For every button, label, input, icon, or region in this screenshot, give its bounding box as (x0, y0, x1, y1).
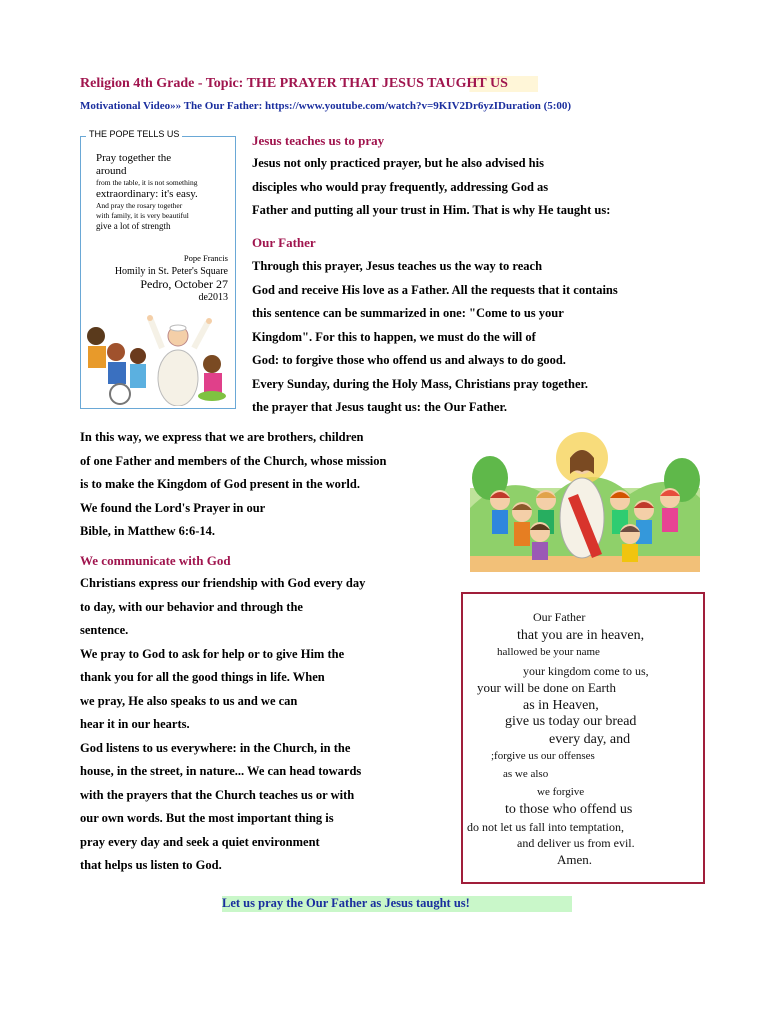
our-father-prayer-box (461, 592, 705, 884)
video-link[interactable]: Motivational Video»» The Our Father: https://www.youtube.com/watch?v=9KIV2Dr6yzIDuration (5:00) (80, 100, 572, 112)
text-line: disciples who would pray frequently, addressing God as (252, 179, 549, 194)
quote-line: extraordinary: it's easy. (96, 188, 198, 200)
pope-quote (96, 152, 222, 231)
text-line: our own words. But the most important thing is (80, 811, 334, 825)
jesus-children-illustration (470, 428, 700, 572)
prayer-line: your will be done on Earth (477, 680, 616, 695)
text-line: is to make the Kingdom of God present in the world. (80, 477, 360, 491)
text-line: We found the Lord's Prayer in our (80, 500, 266, 515)
quote-line: with family, it is very beautiful (96, 211, 189, 220)
text-line: Father and putting all your trust in Him. That is why He taught us: (252, 203, 611, 217)
text-line: with the prayers that the Church teaches us or with (80, 787, 355, 802)
prayer-line: every day, and (549, 732, 631, 747)
text-line: In this way, we express that we are brothers, children (80, 430, 364, 444)
text-line: we pray, He also speaks to us and we can (80, 693, 298, 708)
text-line: Every Sunday, during the Holy Mass, Christians pray together. (252, 376, 589, 391)
prayer-line: Our Father (533, 610, 586, 624)
prayer-line: to those who offend us (505, 802, 633, 817)
section1-body (252, 152, 632, 223)
pope-signature (100, 252, 228, 304)
prayer-line: we forgive (537, 786, 585, 798)
text-line: thank you for all the good things in life. When (80, 670, 325, 684)
prayer-line: that you are in heaven, (517, 628, 645, 643)
text-line: this sentence can be summarized in one: "Come to us your (252, 306, 564, 320)
text-line: sentence. (80, 623, 129, 637)
prayer-line: hallowed be your name (497, 646, 600, 658)
prayer-line: Amen. (557, 852, 593, 867)
pope-children-illustration (82, 306, 232, 406)
text-line: of one Father and members of the Church, whose mission (80, 453, 387, 468)
text-line: house, in the street, in nature... We can head towards (80, 764, 362, 778)
prayer-line: as we also (503, 768, 549, 780)
section2-body (252, 255, 632, 420)
sign-line: de2013 (198, 292, 228, 303)
quote-line: Pray together the (96, 152, 172, 164)
text-line: God and receive His love as a Father. All the requests that it contains (252, 282, 618, 297)
quote-line: from the table, it is not something (96, 178, 198, 187)
section4-body (80, 572, 440, 878)
text-line: hear it in our hearts. (80, 717, 190, 731)
text-line: God: to forgive those who offend us and always to do good. (252, 353, 566, 367)
section-heading-jesus-teaches: Jesus teaches us to pray (252, 133, 385, 148)
sign-line: Homily in St. Peter's Square (114, 266, 228, 277)
quote-line: give a lot of strength (96, 221, 171, 231)
closing-banner: Let us pray the Our Father as Jesus taught us! (222, 896, 572, 912)
page-title: Religion 4th Grade - Topic: THE PRAYER THAT JESUS TAUGHT US (80, 76, 538, 92)
section-heading-communicate: We communicate with God (80, 553, 231, 568)
text-line: pray every day and seek a quiet environment (80, 834, 320, 849)
text-line: Jesus not only practiced prayer, but he also advised his (252, 156, 544, 170)
text-line: to day, with our behavior and through the (80, 599, 303, 614)
text-line: God listens to us everywhere: in the Church, in the (80, 740, 351, 755)
sign-line: Pope Francis (183, 253, 228, 263)
prayer-line: and deliver us from evil. (517, 836, 635, 850)
sign-line: Pedro, October 27 (140, 277, 228, 291)
section3-body (80, 426, 440, 544)
quote-line: And pray the rosary together (96, 201, 183, 210)
prayer-line: give us today our bread (505, 714, 637, 729)
text-line: Through this prayer, Jesus teaches us the way to reach (252, 259, 543, 273)
text-line: the prayer that Jesus taught us: the Our Father. (252, 400, 507, 414)
pope-box-label: THE POPE TELLS US (86, 129, 182, 139)
text-line: Bible, in Matthew 6:6-14. (80, 524, 216, 538)
text-line: We pray to God to ask for help or to give Him the (80, 646, 345, 661)
prayer-line: your kingdom come to us, (523, 664, 649, 678)
quote-line: around (96, 165, 127, 177)
text-line: that helps us listen to God. (80, 858, 222, 872)
prayer-line: as in Heaven, (523, 698, 599, 713)
prayer-line: do not let us fall into temptation, (467, 820, 624, 834)
section-heading-our-father: Our Father (252, 235, 316, 250)
text-line: Christians express our friendship with God every day (80, 576, 366, 590)
text-line: Kingdom". For this to happen, we must do the will of (252, 329, 536, 344)
prayer-line: ;forgive us our offenses (491, 750, 595, 762)
